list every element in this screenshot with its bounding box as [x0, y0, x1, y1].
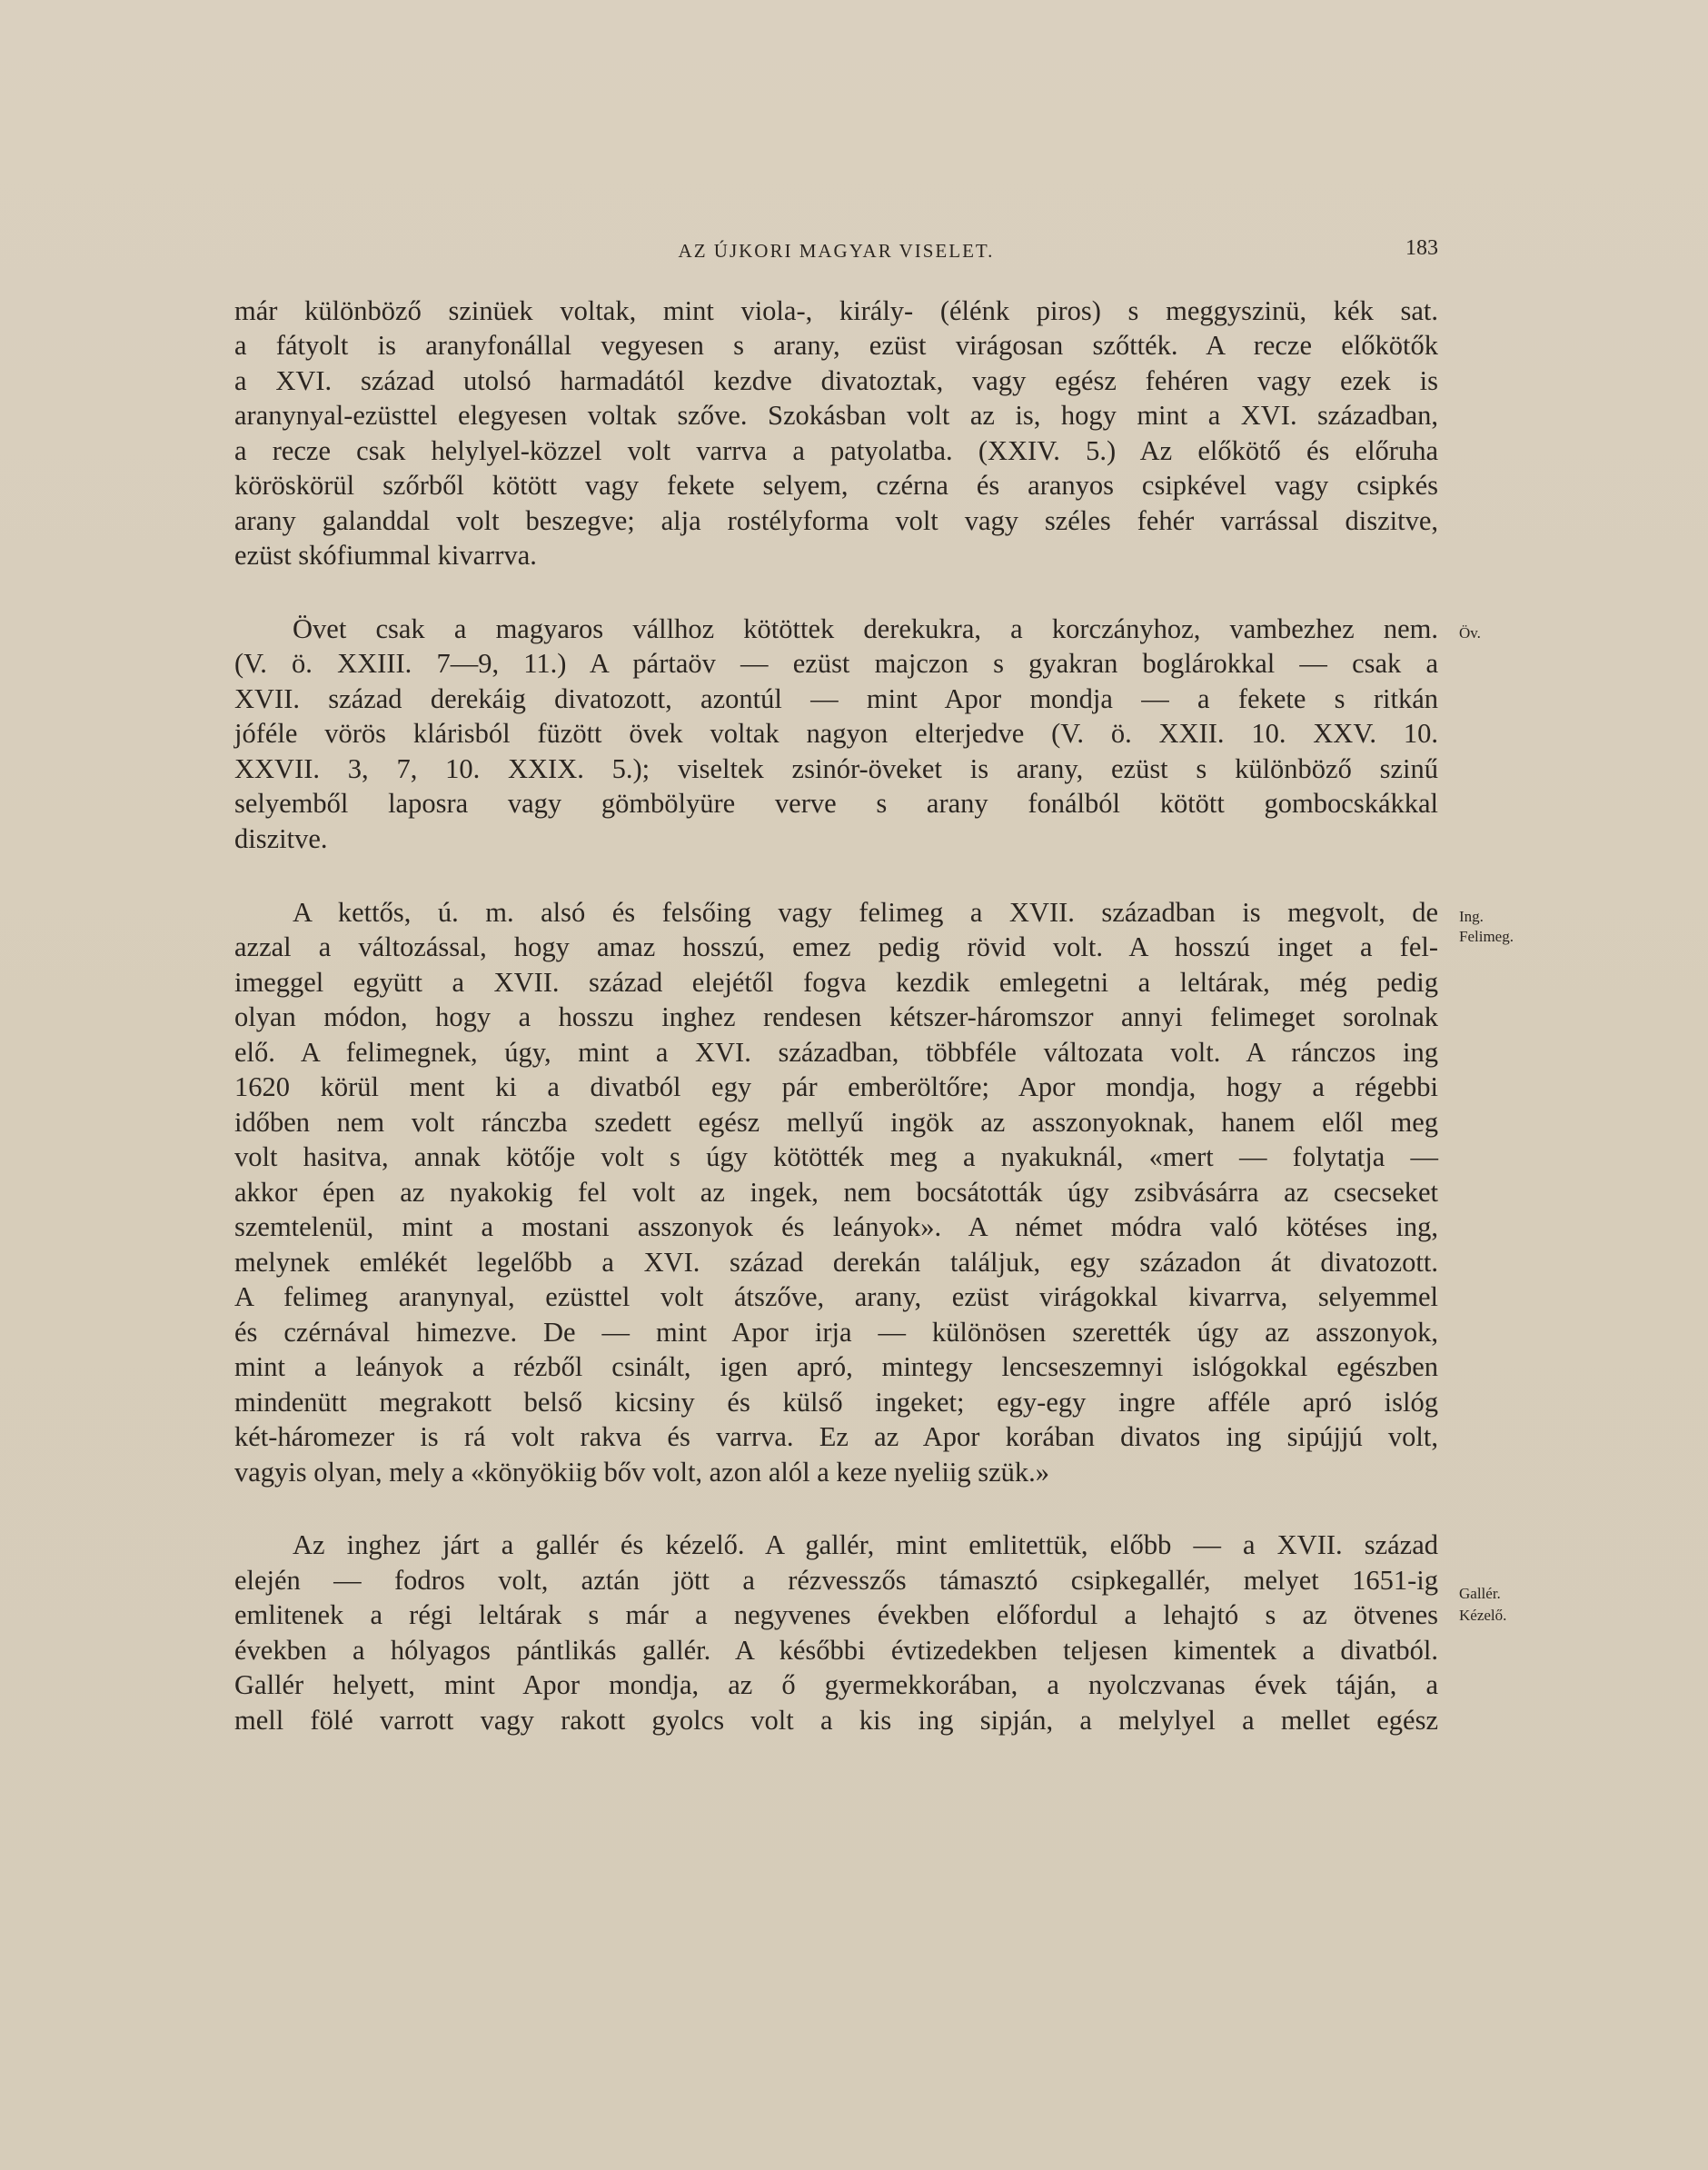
margin-note-ov: Öv.	[1459, 624, 1481, 642]
text-line: jóféle vörös klárisból füzött övek voltak nagyon elterjedve (V. ö. XXII. 10. XXV. 10.	[234, 718, 1438, 749]
margin-note-kezelo: Kézelő.	[1459, 1607, 1507, 1624]
text-line: időben nem volt ránczba szedett egész mellyű ingök az asszonyoknak, hanem elől meg	[234, 1107, 1438, 1138]
margin-note-felimeg: Felimeg.	[1459, 928, 1514, 945]
text-line: XVII. század derekáig divatozott, azontúl — mint Apor mondja — a fekete s ritkán	[234, 683, 1438, 714]
text-line: imeggel együtt a XVII. század elejétől fogva kezdik emlegetni a leltárak, még pedig	[234, 967, 1438, 998]
text-line: Gallér helyett, mint Apor mondja, az ő gyermekkorában, a nyolczvanas évek táján, a	[234, 1669, 1438, 1700]
text-line: A felimeg aranynyal, ezüsttel volt átszőve, arany, ezüst virágokkal kivarrva, selyemmel	[234, 1281, 1438, 1312]
text-line: a XVI. század utolsó harmadától kezdve divatoztak, vagy egész fehéren vagy ezek is	[234, 365, 1438, 396]
text-line: arany galanddal volt beszegve; alja rostélyforma volt vagy széles fehér varrással diszitve,	[234, 505, 1438, 536]
page-header	[234, 236, 1438, 267]
text-line: selyemből laposra vagy gömbölyüre verve s arany fonálból kötött gombocskákkal	[234, 788, 1438, 819]
text-line: mindenütt megrakott belső kicsiny és külső ingeket; egy-egy ingre afféle apró islóg	[234, 1387, 1438, 1418]
text-line: A kettős, ú. m. alsó és felsőing vagy felimeg a XVII. században is megvolt, de	[293, 897, 1438, 928]
text-line: ezüst skófiummal kivarrva.	[234, 540, 537, 571]
text-line: olyan módon, hogy a hosszu inghez rendesen kétszer-háromszor annyi felimeget sorolnak	[234, 1001, 1438, 1032]
text-line: a recze csak helylyel-közzel volt varrva a patyolatba. (XXIV. 5.) Az előkötő és előruha	[234, 435, 1438, 466]
text-line: XXVII. 3, 7, 10. XXIX. 5.); viseltek zsinór-öveket is arany, ezüst s különböző szinű	[234, 753, 1438, 784]
text-line: Övet csak a magyaros vállhoz kötöttek derekukra, a korczányhoz, vambezhez nem.	[293, 613, 1438, 644]
text-line: és czérnával himezve. De — mint Apor irja — különösen szerették úgy az asszonyok,	[234, 1317, 1438, 1348]
text-line: már különböző szinüek voltak, mint viola-, király- (élénk piros) s meggyszinü, kék sat.	[234, 295, 1438, 326]
text-line: (V. ö. XXIII. 7—9, 11.) A pártaöv — ezüst majczon s gyakran boglárokkal — csak a	[234, 648, 1438, 679]
text-line: Az inghez járt a gallér és kézelő. A gallér, mint emlitettük, előbb — a XVII. század	[293, 1529, 1438, 1560]
text-line: mint a leányok a rézből csinált, igen apró, mintegy lencseszemnyi islógokkal egészben	[234, 1351, 1438, 1382]
text-line: köröskörül szőrből kötött vagy fekete selyem, czérna és aranyos csipkével vagy csipkés	[234, 470, 1438, 501]
text-line: vagyis olyan, mely a «könyökiig bőv volt, azon alól a keze nyeliig szük.»	[234, 1457, 1050, 1488]
page-number: 183	[1405, 236, 1438, 260]
text-line: diszitve.	[234, 823, 328, 854]
text-line: években a hólyagos pántlikás gallér. A későbbi évtizedekben teljesen kimentek a divatból.	[234, 1635, 1438, 1666]
text-line: elő. A felimegnek, úgy, mint a XVI. században, többféle változata volt. A ránczos ing	[234, 1037, 1438, 1068]
margin-note-ing: Ing.	[1459, 908, 1484, 925]
text-line: aranynyal-ezüsttel elegyesen voltak szőve. Szokásban volt az is, hogy mint a XVI. században,	[234, 400, 1438, 431]
text-line: 1620 körül ment ki a divatból egy pár emberöltőre; Apor mondja, hogy a régebbi	[234, 1071, 1438, 1102]
text-line: két-háromezer is rá volt rakva és varrva. Ez az Apor korában divatos ing sipújjú volt,	[234, 1421, 1438, 1452]
text-line: szemtelenül, mint a mostani asszonyok és leányok». A német módra való kötéses ing,	[234, 1211, 1438, 1242]
text-line: emlitenek a régi leltárak s már a negyvenes években előfordul a lehajtó s az ötvenes	[234, 1599, 1438, 1630]
text-line: akkor épen az nyakokig fel volt az ingek, nem bocsátották úgy zsibvásárra az csecseket	[234, 1177, 1438, 1208]
text-line: azzal a változással, hogy amaz hosszú, emez pedig rövid volt. A hosszú inget a fel-	[234, 931, 1438, 962]
text-line: mell fölé varrott vagy rakott gyolcs volt a kis ing sipján, a melylyel a mellet egész	[234, 1705, 1438, 1736]
text-line: volt hasitva, annak kötője volt s úgy kötötték meg a nyakuknál, «mert — folytatja —	[234, 1141, 1438, 1172]
text-line: elején — fodros volt, aztán jött a rézvesszős támasztó csipkegallér, melyet 1651-ig	[234, 1565, 1438, 1596]
text-line: a fátyolt is aranyfonállal vegyesen s arany, ezüst virágosan szőtték. A recze előkötők	[234, 330, 1438, 361]
text-line: melynek emlékét legelőbb a XVI. század derekán találjuk, egy századon át divatozott.	[234, 1247, 1438, 1278]
margin-note-galler: Gallér.	[1459, 1585, 1501, 1602]
running-title: AZ ÚJKORI MAGYAR VISELET.	[678, 240, 995, 262]
